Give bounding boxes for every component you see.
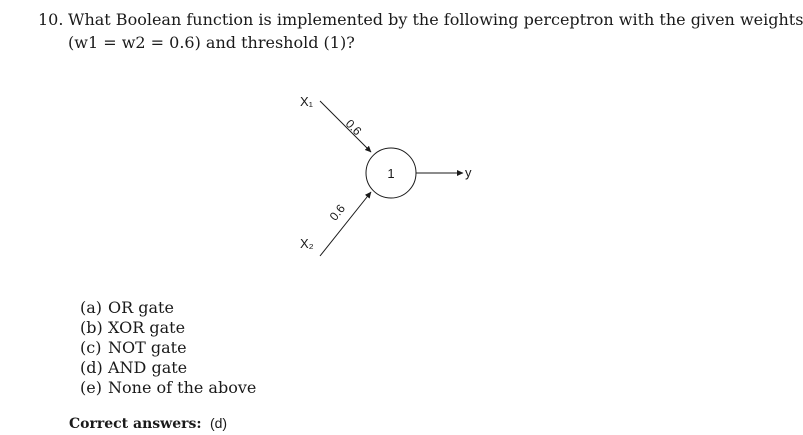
option-text: AND gate <box>108 358 188 377</box>
option-label: (b) <box>80 318 103 337</box>
answer-options <box>80 298 256 398</box>
option-e <box>80 378 256 398</box>
option-a <box>80 298 256 318</box>
question-number: 10. <box>38 10 64 29</box>
correct-answer-label: Correct answers: <box>69 416 202 432</box>
weight-w2-label: 0.6 <box>326 201 349 224</box>
option-text: None of the above <box>108 378 257 397</box>
output-y-label: y <box>465 165 472 180</box>
edge-x2-to-neuron <box>320 192 371 256</box>
input-x1-label: X₁ <box>300 94 314 109</box>
option-text: NOT gate <box>108 338 187 357</box>
input-x2-label: X₂ <box>300 236 314 251</box>
correct-answer <box>69 415 227 432</box>
correct-answer-value: (d) <box>209 415 228 431</box>
question-text-line-2: (w1 = w2 = 0.6) and threshold (1)? <box>68 33 355 52</box>
option-label: (c) <box>80 338 102 357</box>
option-label: (e) <box>80 378 102 397</box>
threshold-label: 1 <box>387 166 395 181</box>
option-b <box>80 318 256 338</box>
weight-w1-label: 0.6 <box>342 116 365 139</box>
option-label: (d) <box>80 358 103 377</box>
question-text-line-1: What Boolean function is implemented by the following perceptron with the given weights <box>68 10 803 29</box>
option-label: (a) <box>80 298 103 317</box>
option-c <box>80 338 256 358</box>
option-text: OR gate <box>108 298 174 317</box>
option-d <box>80 358 256 378</box>
option-text: XOR gate <box>108 318 186 337</box>
